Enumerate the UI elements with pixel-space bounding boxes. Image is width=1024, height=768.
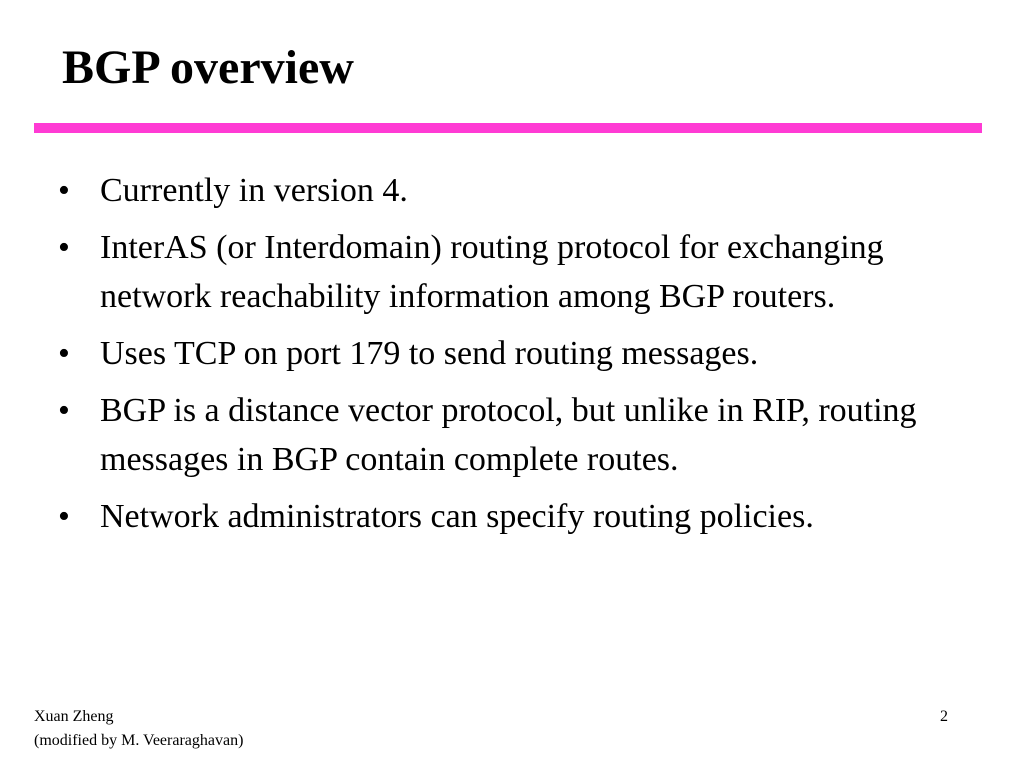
bullet-icon: • bbox=[58, 392, 70, 429]
bullet-item-2 bbox=[58, 223, 958, 321]
page-number: 2 bbox=[940, 708, 948, 725]
bullet-text-4: BGP is a distance vector protocol, but unlike in RIP, routing messages in BGP contain complete routes. bbox=[100, 392, 917, 478]
title-divider bbox=[34, 123, 982, 133]
footer-author: Xuan Zheng bbox=[34, 708, 114, 725]
footer-credits bbox=[34, 705, 243, 753]
bullet-list bbox=[58, 166, 958, 549]
bullet-item-4 bbox=[58, 386, 958, 484]
bullet-text-3: Uses TCP on port 179 to send routing messages. bbox=[100, 335, 759, 372]
bullet-icon: • bbox=[58, 229, 70, 266]
bullet-item-3 bbox=[58, 329, 958, 378]
bullet-text-1: Currently in version 4. bbox=[100, 172, 408, 209]
bullet-icon: • bbox=[58, 172, 70, 209]
footer-modified-by: (modified by M. Veeraraghavan) bbox=[34, 732, 244, 749]
bullet-icon: • bbox=[58, 498, 70, 535]
slide-title: BGP overview bbox=[62, 41, 354, 94]
bullet-text-2: InterAS (or Interdomain) routing protocol for exchanging network reachability information among BGP routers. bbox=[100, 229, 884, 315]
bullet-text-5: Network administrators can specify routing policies. bbox=[100, 498, 814, 535]
bullet-icon: • bbox=[58, 335, 70, 372]
bullet-item-5 bbox=[58, 492, 958, 541]
bullet-item-1 bbox=[58, 166, 958, 215]
